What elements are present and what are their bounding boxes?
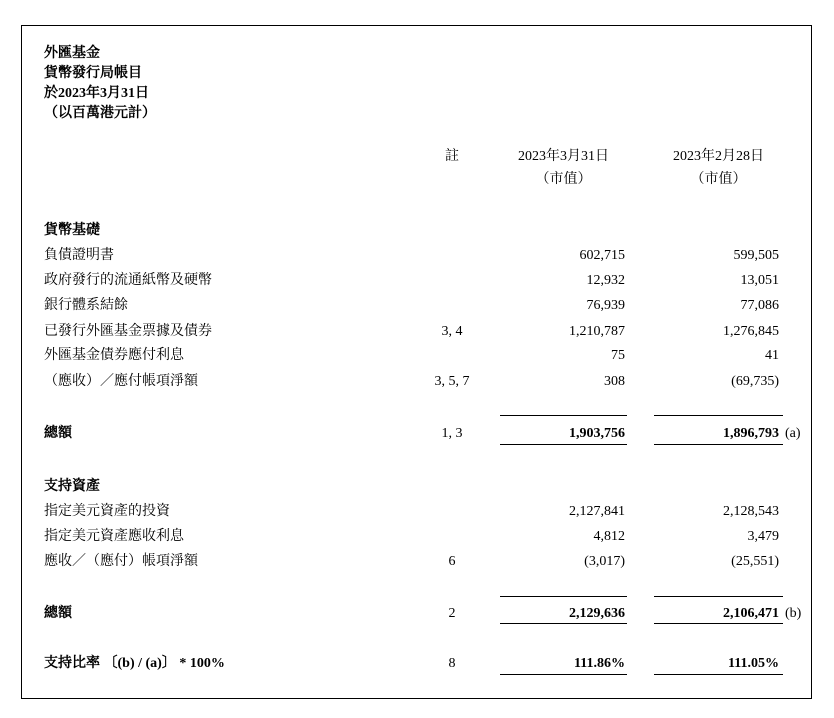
report-date: 於2023年3月31日 xyxy=(44,86,149,101)
ratio-rule xyxy=(654,674,783,675)
col2-sub-header: （市值） xyxy=(690,172,747,187)
total-bottom-rule xyxy=(654,623,783,624)
ratio-rule xyxy=(500,674,627,675)
total-top-rule xyxy=(500,415,627,416)
account-title: 貨幣發行局帳目 xyxy=(44,66,142,81)
total-top-rule xyxy=(654,415,783,416)
total-bottom-rule xyxy=(500,444,627,445)
total-bottom-rule xyxy=(654,444,783,445)
col1-sub-header: （市值） xyxy=(535,172,592,187)
section-title-backing-assets: 支持資產 xyxy=(44,479,100,494)
fund-title: 外匯基金 xyxy=(44,46,100,61)
col1-date-header: 2023年3月31日 xyxy=(518,149,609,164)
unit-note: （以百萬港元計） xyxy=(44,106,156,121)
total-label: 總額 xyxy=(44,606,72,621)
total-top-rule xyxy=(654,596,783,597)
backing-ratio-label: 支持比率 〔(b) / (a)〕 * 100% xyxy=(44,656,225,671)
total-bottom-rule xyxy=(500,623,627,624)
col2-date-header: 2023年2月28日 xyxy=(673,149,764,164)
note-column-header: 註 xyxy=(445,149,459,164)
total-marker-a: (a) xyxy=(785,426,801,441)
total-top-rule xyxy=(500,596,627,597)
total-label: 總額 xyxy=(44,426,72,441)
section-title-monetary-base: 貨幣基礎 xyxy=(44,223,100,238)
total-marker-b: (b) xyxy=(785,606,802,621)
